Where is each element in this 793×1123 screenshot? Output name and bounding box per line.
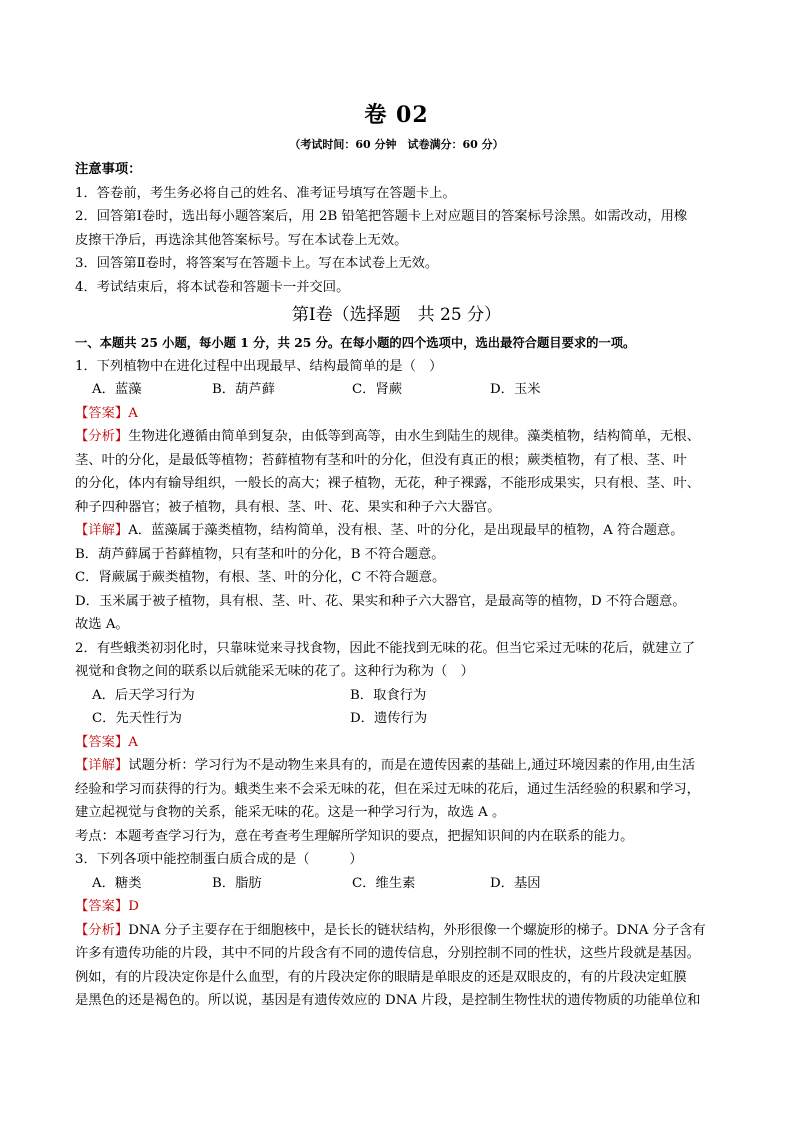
analysis-text: 生物进化遵循由简单到复杂，由低等到高等，由水生到陆生的规律。藻类植物，结构简单，无根、 [128,429,700,444]
q3-answer [75,895,725,919]
q1-option-d: D．玉米 [490,382,541,397]
q2-answer [75,731,725,755]
analysis-label: 【分析】 [75,922,129,938]
q2-option-d: D．遗传行为 [350,711,428,726]
q3-option-b: B．脂肪 [212,875,262,891]
q2-option-a: A．后天学习行为 [92,687,195,703]
q2-options-row [75,684,725,708]
q1-option-b: B．葫芦藓 [212,382,275,397]
q3-option-d: D．基因 [490,875,541,891]
q1-detail-line: C．肾蕨属于蕨类植物，有根、茎、叶的分化，C 不符合题意。 [75,570,446,585]
q2-detail-line: 考点：本题考查学习行为，意在考查考生理解所学知识的要点，把握知识间的内在联系的能力。 [75,828,634,844]
q2-detail-line: 建立起视觉与食物的关系，能采无味的花。这是一种学习行为，故选 A 。 [75,805,506,820]
q1-analysis-line: 茎、叶的分化，是最低等植物；苔藓植物有茎和叶的分化，但没有真正的根；蕨类植物，有了根、茎、叶 [75,452,687,468]
q3-analysis-line: 是黑色的还是褐色的。所以说，基因是有遗传效应的 DNA 片段，是控制生物性状的遗传物质的功能单位和 [75,993,701,1008]
q1-analysis-line: 的分化，体内有输导组织，一般长的高大；裸子植物，无花，种子裸露，不能形成果实，只有根、茎、叶、 [75,476,700,491]
q2-stem: 视觉和食物之间的联系以后就能采无味的花了。这种行为称为（ ） [75,664,474,679]
answer-value: A [128,405,138,421]
notes-item: 皮擦干净后，再选涂其他答案标号。写在本试卷上无效。 [75,232,408,248]
section-title: 第Ⅰ卷（选择题 共 25 分） [291,305,502,325]
analysis-label: 【分析】 [75,429,129,444]
answer-value: A [128,734,138,750]
detail-text: 试题分析：学习行为不是动物生来具有的，而是在遗传因素的基础上,通过环境因素的作用,由生活 [128,758,696,773]
questions [75,331,725,1013]
q2-option-c: C．先天性行为 [92,711,182,726]
q3-analysis-line [75,919,725,943]
detail-label: 【详解】 [75,758,129,773]
analysis-text: DNA 分子主要存在于细胞核中，是长长的链状结构，外形很像一个螺旋形的梯子。DNA 分子含有 [128,922,706,938]
q1-option-a: A．蓝藻 [92,382,142,397]
q2-detail-line [75,754,725,778]
q1-options [75,378,725,402]
notes-section [75,158,725,299]
q1-detail-line: B．葫芦藓属于苔藓植物，只有茎和叶的分化，B 不符合题意。 [75,546,445,562]
q1-detail-line: 故选 A。 [75,617,129,632]
q1-detail-line: D．玉米属于被子植物，具有根、茎、叶、花、果实和种子六大器官，是最高等的植物，D 不符合题意。 [75,593,686,609]
exam-subtitle: （考试时间：60 分钟 试卷满分：60 分） [289,138,504,151]
notes-item: 1．答卷前，考生务必将自己的姓名、准考证号填写在答题卡上。 [75,185,456,201]
answer-label: 【答案】 [75,405,129,421]
answer-value: D [128,899,139,914]
section-instruction: 一、本题共 25 小题，每小题 1 分，共 25 分。在每小题的四个选项中，选出最符合题目要求的一项。 [75,335,636,350]
exam-title: 卷 02 [364,102,429,128]
answer-label: 【答案】 [75,734,129,750]
notes-item: 4．考试结束后，将本试卷和答题卡一并交回。 [75,279,350,295]
detail-text: A．蓝藻属于藻类植物，结构简单，没有根、茎、叶的分化，是出现最早的植物，A 符合题意。 [128,523,684,538]
q3-options [75,872,725,896]
notes-item: 3．回答第Ⅱ卷时，将答案写在答题卡上。写在本试卷上无效。 [75,256,439,271]
q1-answer [75,402,725,426]
q1-analysis-line: 种子四种器官；被子植物，具有根、茎、叶、花、果实和种子六大器官。 [75,499,501,515]
q2-options-row [75,707,725,731]
q1-analysis-line [75,425,725,449]
q1-option-c: C．肾蕨 [352,382,403,397]
answer-label: 【答案】 [75,899,129,914]
notes-item: 2．回答第Ⅰ卷时，选出每小题答案后，用 2B 铅笔把答题卡上对应题目的答案标号涂黑。如需改动，用橡 [75,209,688,224]
q1-detail-line [75,519,725,543]
q2-detail-line: 经验和学习而获得的行为。蛾类生来不会采无味的花，但在采过无味的花后，通过生活经验的积累和学习， [75,781,700,797]
q3-analysis-line: 例如，有的片段决定你是什么血型，有的片段决定你的眼睛是单眼皮的还是双眼皮的，有的片段决定虹膜 [75,969,687,985]
q2-option-b: B．取食行为 [350,687,427,703]
q3-option-a: A．糖类 [92,875,142,891]
q3-stem: 3．下列各项中能控制蛋白质合成的是（ ） [75,852,363,867]
q1-stem: 1．下列植物中在进化过程中出现最早、结构最简单的是（ ） [75,358,443,374]
detail-label: 【详解】 [75,523,129,538]
q2-stem: 2．有些蛾类初羽化时，只靠味觉来寻找食物，因此不能找到无味的花。但当它采过无味的花后，就建立了 [75,640,696,656]
notes-heading: 注意事项： [75,162,142,177]
q3-analysis-line: 许多有遗传功能的片段，其中不同的片段含有不同的遗传信息，分别控制不同的性状，这些片段就是基因。 [75,946,700,961]
q3-option-c: C．维生素 [352,875,416,891]
